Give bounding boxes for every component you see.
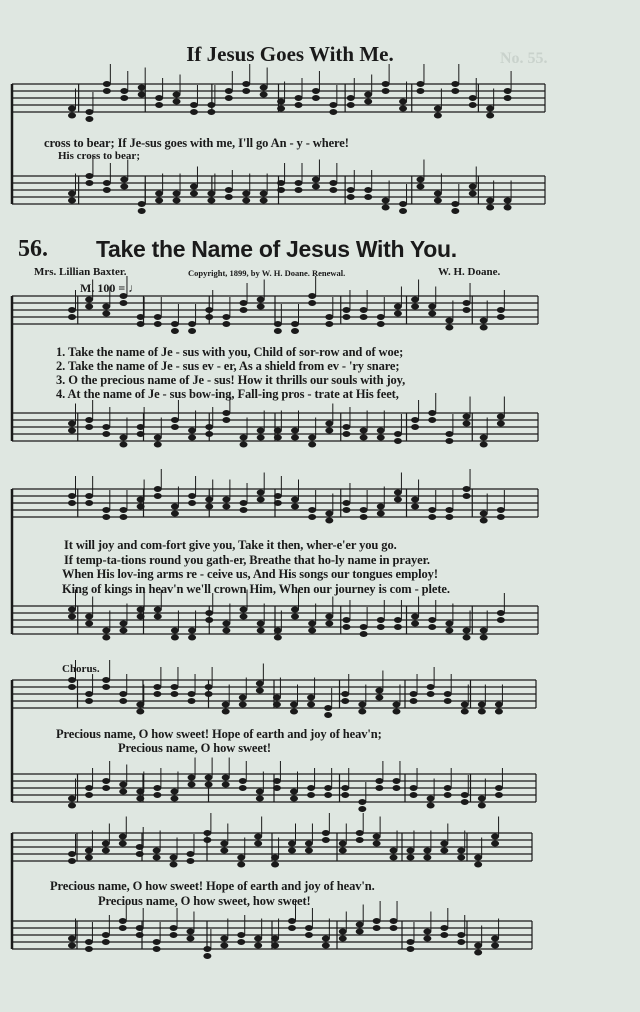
hymn-number: 56.	[18, 236, 48, 262]
hymn-title: Take the Name of Jesus With You.	[96, 236, 457, 262]
chorus-lyric-line: Precious name, O how sweet, how sweet!	[98, 894, 311, 908]
verse-line: King of kings in heav'n we'll crown Him, When our journey is com - plete.	[62, 582, 450, 596]
verse-line: When His lov-ing arms re - ceive us, And His songs our tongues employ!	[62, 567, 438, 581]
chorus-lyric-line: Precious name, O how sweet! Hope of earth and joy of heav'n;	[56, 727, 382, 741]
chorus-label: Chorus.	[62, 663, 100, 675]
previous-hymn-title: If Jesus Goes With Me.	[186, 42, 394, 66]
previous-hymn-lyric-line: His cross to bear;	[58, 150, 140, 162]
verse-line: 3. O the precious name of Je - sus! How it thrills our souls with joy,	[56, 373, 406, 387]
verse-line: 4. At the name of Je - sus bow-ing, Fall-ing pros - trate at His feet,	[56, 387, 399, 401]
verse-line: 1. Take the name of Je - sus with you, Child of sor-row and of woe;	[56, 345, 404, 359]
copyright-notice: Copyright, 1899, by W. H. Doane. Renewal.	[188, 268, 346, 278]
verse-line: 2. Take the name of Je - sus ev - er, As a shield from ev - 'ry snare;	[56, 359, 400, 373]
chorus-lyric-line: Precious name, O how sweet!	[118, 741, 271, 755]
lyricist-credit: Mrs. Lillian Baxter.	[34, 266, 127, 278]
verse-line: If temp-ta-tions round you gath-er, Breathe that ho-ly name in prayer.	[64, 553, 430, 567]
previous-hymn-lyric-line: cross to bear; If Je-sus goes with me, I'll go An - y - where!	[44, 136, 349, 150]
tempo-marking: M. 100 = ♩	[80, 281, 141, 295]
previous-page-number: No. 55.	[500, 50, 548, 67]
verse-line: It will joy and com-fort give you, Take it then, wher-e'er you go.	[64, 538, 397, 552]
composer-credit: W. H. Doane.	[438, 266, 501, 278]
chorus-lyric-line: Precious name, O how sweet! Hope of earth and joy of heav'n.	[50, 879, 375, 893]
